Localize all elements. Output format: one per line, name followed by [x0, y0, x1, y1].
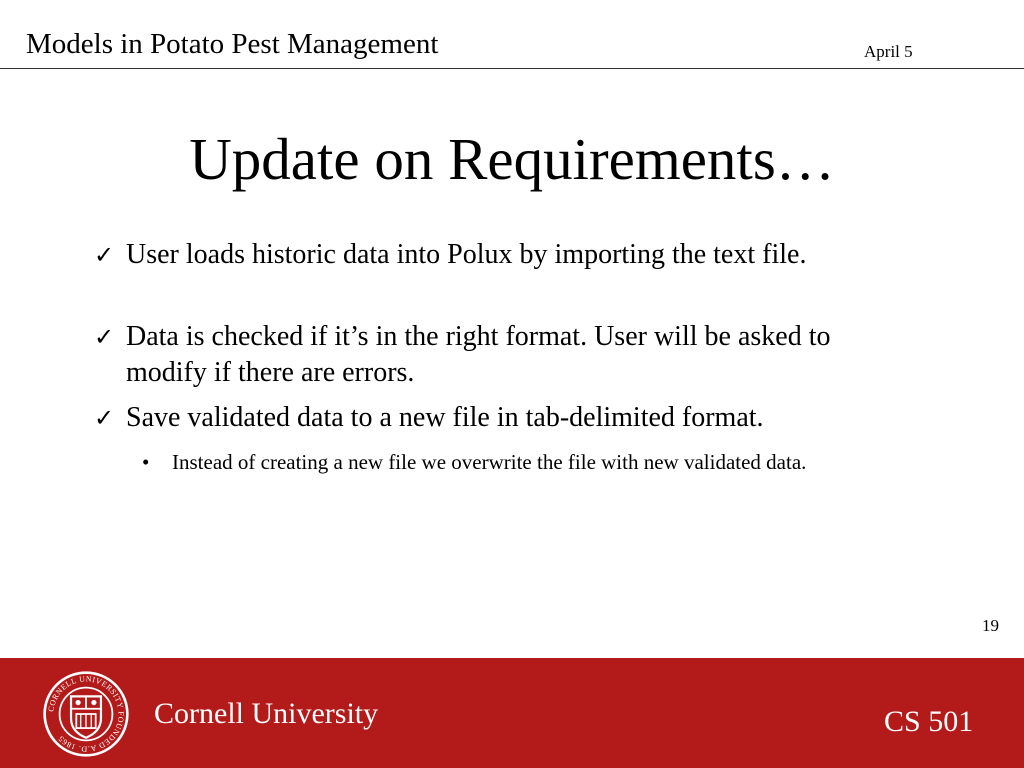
bullet-text: Data is checked if it’s in the right format. User will be asked to modify if there are errors. — [126, 321, 831, 388]
seal-text: CORNELL UNIVERSITY FOUNDED A.D. 1865 — [46, 674, 126, 754]
university-name: Cornell University — [154, 697, 379, 730]
sub-bullet-text: Instead of creating a new file we overwrite the file with new validated data. — [172, 450, 807, 474]
page-number: 19 — [982, 616, 999, 635]
checkmark-icon: ✓ — [94, 241, 115, 269]
bullet-text: User loads historic data into Polux by importing the text file. — [126, 239, 807, 270]
footer-bar — [0, 658, 1024, 768]
bullet-item — [94, 400, 916, 436]
bullet-text: Save validated data to a new file in tab-delimited format. — [126, 402, 764, 433]
checkmark-icon: ✓ — [94, 404, 115, 432]
header-date: April 5 — [864, 42, 913, 61]
sub-bullet-item — [142, 442, 872, 482]
header-title: Models in Potato Pest Management — [26, 28, 439, 60]
slide-title: Update on Requirements… — [189, 126, 835, 192]
bullet-item — [94, 237, 916, 273]
dot-bullet-icon: • — [142, 450, 150, 474]
cornell-seal-logo — [42, 670, 130, 758]
course-code: CS 501 — [884, 705, 974, 738]
bullet-item — [94, 319, 916, 391]
checkmark-icon: ✓ — [94, 323, 115, 351]
